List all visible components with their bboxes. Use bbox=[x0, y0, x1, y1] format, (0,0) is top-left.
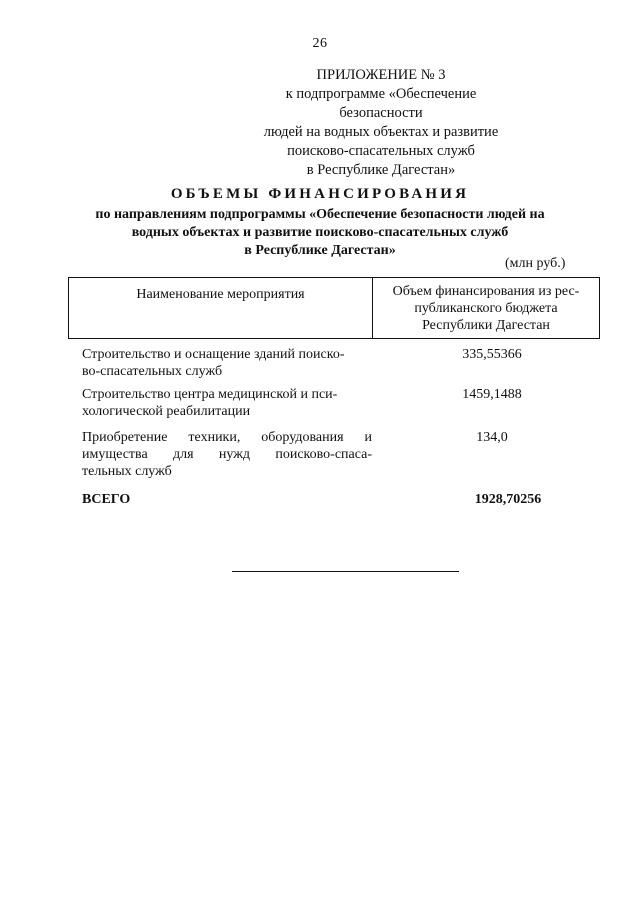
row-name-line: тельных служб bbox=[82, 464, 172, 479]
column-header-amount-line: публиканского бюджета bbox=[414, 301, 558, 316]
column-header-amount-line: Республики Дагестан bbox=[422, 318, 550, 333]
divider bbox=[232, 571, 459, 572]
row-name bbox=[82, 386, 372, 429]
row-amount: 1459,1488 bbox=[462, 387, 522, 402]
column-header-amount-line: Объем финансирования из рес- bbox=[392, 284, 580, 299]
column-header-amount bbox=[373, 278, 599, 338]
row-name-line: Приобретение техники, оборудования и bbox=[82, 430, 372, 445]
page-number: 26 bbox=[312, 36, 328, 51]
appendix-line: к подпрограмме «Обеспечение безопасности bbox=[285, 86, 477, 121]
table-row bbox=[82, 346, 582, 386]
row-name-line: во-спасательных служб bbox=[82, 364, 223, 379]
document-title bbox=[40, 184, 600, 260]
appendix-block bbox=[250, 66, 512, 180]
table-row bbox=[82, 429, 582, 491]
row-name bbox=[82, 429, 372, 491]
row-name bbox=[82, 346, 372, 386]
title-subtitle-line: водных объектах и развитие поисково-спасательных служб bbox=[131, 225, 509, 240]
row-amount: 335,55366 bbox=[462, 347, 522, 362]
title-main: ОБЪЕМЫ ФИНАНСИРОВАНИЯ bbox=[170, 186, 470, 202]
row-name-line: Строительство и оснащение зданий поиско- bbox=[82, 347, 345, 362]
row-name-line: Строительство центра медицинской и пси- bbox=[82, 387, 338, 402]
appendix-title: ПРИЛОЖЕНИЕ № 3 bbox=[316, 67, 446, 83]
appendix-line: в Республике Дагестан» bbox=[306, 162, 456, 178]
row-amount: 134,0 bbox=[476, 430, 508, 445]
appendix-line: людей на водных объектах и развитие bbox=[263, 124, 499, 140]
row-name-line: имущества для нужд поисково-спаса- bbox=[82, 447, 372, 462]
appendix-line: поисково-спасательных служб bbox=[287, 143, 475, 159]
title-subtitle-line: в Республике Дагестан» bbox=[244, 243, 396, 258]
unit-label: (млн руб.) bbox=[505, 256, 566, 271]
table-header bbox=[68, 277, 600, 339]
column-header-name: Наименование мероприятия bbox=[69, 278, 373, 338]
table-body bbox=[82, 346, 582, 508]
total-label: ВСЕГО bbox=[82, 492, 131, 507]
title-subtitle-line: по направлениям подпрограммы «Обеспечение безопасности людей на bbox=[95, 207, 545, 222]
table-row bbox=[82, 386, 582, 429]
total-row bbox=[82, 491, 582, 508]
total-amount: 1928,70256 bbox=[474, 492, 542, 507]
title-subtitle bbox=[40, 206, 600, 260]
row-name-line: хологической реабилитации bbox=[82, 404, 251, 419]
